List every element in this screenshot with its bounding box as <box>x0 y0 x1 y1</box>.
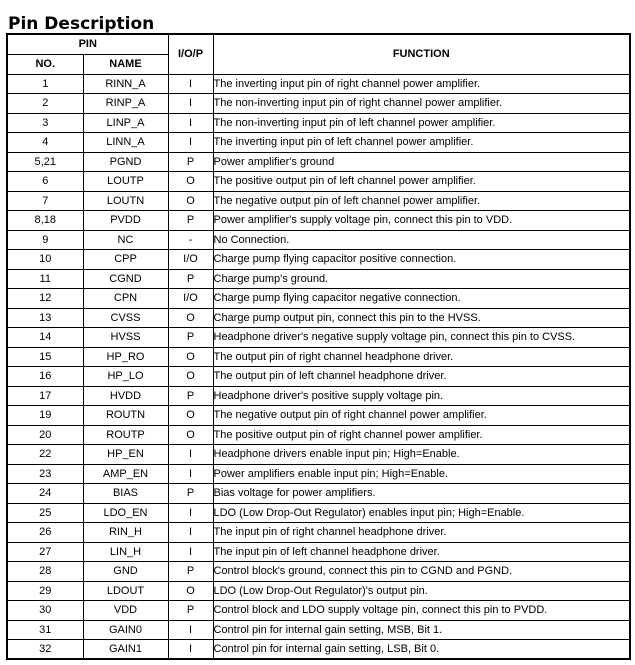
page-title: Pin Description <box>8 14 155 35</box>
table-row <box>7 133 630 153</box>
pin-iop-cell: O <box>168 172 213 192</box>
pin-iop-cell: P <box>168 152 213 172</box>
pin-name-cell: HP_RO <box>83 347 168 367</box>
header-row-1 <box>7 34 630 54</box>
table-row <box>7 250 630 270</box>
pin-iop-cell: I/O <box>168 250 213 270</box>
pin-function-cell: The positive output pin of left channel power amplifier. <box>213 172 630 192</box>
pin-name-cell: NC <box>83 230 168 250</box>
pin-function-cell: Bias voltage for power amplifiers. <box>213 484 630 504</box>
pin-function-cell: LDO (Low Drop-Out Regulator)'s output pin. <box>213 581 630 601</box>
pin-name-cell: HVDD <box>83 386 168 406</box>
pin-function-cell: Power amplifier's supply voltage pin, connect this pin to VDD. <box>213 211 630 231</box>
pin-number-cell: 8,18 <box>7 211 83 231</box>
pin-function-cell: Control pin for internal gain setting, LSB, Bit 0. <box>213 640 630 660</box>
pin-iop-cell: O <box>168 406 213 426</box>
pin-iop-cell: O <box>168 367 213 387</box>
header-pin-name: NAME <box>83 54 168 74</box>
pin-number-cell: 5,21 <box>7 152 83 172</box>
pin-name-cell: CVSS <box>83 308 168 328</box>
table-row <box>7 113 630 133</box>
pin-function-cell: Headphone drivers enable input pin; High=Enable. <box>213 445 630 465</box>
pin-number-cell: 24 <box>7 484 83 504</box>
pin-iop-cell: P <box>168 562 213 582</box>
pin-iop-cell: P <box>168 328 213 348</box>
pin-function-cell: The input pin of right channel headphone driver. <box>213 523 630 543</box>
pin-iop-cell: P <box>168 269 213 289</box>
pin-iop-cell: P <box>168 601 213 621</box>
header-pin-no: NO. <box>7 54 83 74</box>
pin-name-cell: BIAS <box>83 484 168 504</box>
table-row <box>7 289 630 309</box>
pin-iop-cell: I <box>168 503 213 523</box>
pin-iop-cell: - <box>168 230 213 250</box>
table-row <box>7 562 630 582</box>
pin-name-cell: LINP_A <box>83 113 168 133</box>
pin-function-cell: The negative output pin of right channel power amplifier. <box>213 406 630 426</box>
pin-number-cell: 6 <box>7 172 83 192</box>
pin-number-cell: 10 <box>7 250 83 270</box>
table-row <box>7 269 630 289</box>
pin-iop-cell: I <box>168 113 213 133</box>
pin-function-cell: LDO (Low Drop-Out Regulator) enables input pin; High=Enable. <box>213 503 630 523</box>
header-function: FUNCTION <box>213 34 630 74</box>
pin-number-cell: 20 <box>7 425 83 445</box>
header-iop: I/O/P <box>168 34 213 74</box>
pin-number-cell: 32 <box>7 640 83 660</box>
pin-iop-cell: I <box>168 542 213 562</box>
pin-number-cell: 25 <box>7 503 83 523</box>
pin-name-cell: HVSS <box>83 328 168 348</box>
pin-name-cell: CPN <box>83 289 168 309</box>
pin-name-cell: LIN_H <box>83 542 168 562</box>
pin-function-cell: Charge pump's ground. <box>213 269 630 289</box>
table-row <box>7 211 630 231</box>
pin-name-cell: PGND <box>83 152 168 172</box>
table-row <box>7 74 630 94</box>
pin-name-cell: LOUTN <box>83 191 168 211</box>
table-row <box>7 152 630 172</box>
pin-iop-cell: P <box>168 211 213 231</box>
pin-number-cell: 22 <box>7 445 83 465</box>
pin-number-cell: 1 <box>7 74 83 94</box>
pin-iop-cell: I <box>168 464 213 484</box>
pin-name-cell: ROUTN <box>83 406 168 426</box>
pin-function-cell: The inverting input pin of right channel power amplifier. <box>213 74 630 94</box>
pin-function-cell: Charge pump flying capacitor negative connection. <box>213 289 630 309</box>
pin-function-cell: The negative output pin of left channel power amplifier. <box>213 191 630 211</box>
pin-function-cell: The inverting input pin of left channel power amplifier. <box>213 133 630 153</box>
table-row <box>7 620 630 640</box>
table-row <box>7 328 630 348</box>
table-row <box>7 94 630 114</box>
pin-iop-cell: I <box>168 133 213 153</box>
pin-function-cell: No Connection. <box>213 230 630 250</box>
pin-name-cell: AMP_EN <box>83 464 168 484</box>
table-row <box>7 230 630 250</box>
pin-number-cell: 26 <box>7 523 83 543</box>
pin-number-cell: 9 <box>7 230 83 250</box>
table-row <box>7 308 630 328</box>
pin-name-cell: PVDD <box>83 211 168 231</box>
pin-number-cell: 11 <box>7 269 83 289</box>
pin-number-cell: 19 <box>7 406 83 426</box>
pin-number-cell: 14 <box>7 328 83 348</box>
pin-iop-cell: I <box>168 74 213 94</box>
pin-description-table <box>6 33 631 660</box>
pin-iop-cell: I <box>168 445 213 465</box>
pin-iop-cell: O <box>168 581 213 601</box>
pin-name-cell: CPP <box>83 250 168 270</box>
pin-iop-cell: P <box>168 386 213 406</box>
table-row <box>7 425 630 445</box>
pin-iop-cell: I <box>168 523 213 543</box>
pin-number-cell: 13 <box>7 308 83 328</box>
pin-name-cell: ROUTP <box>83 425 168 445</box>
pin-name-cell: LDO_EN <box>83 503 168 523</box>
table-row <box>7 406 630 426</box>
pin-function-cell: Power amplifiers enable input pin; High=Enable. <box>213 464 630 484</box>
table-row <box>7 581 630 601</box>
pin-number-cell: 16 <box>7 367 83 387</box>
pin-name-cell: CGND <box>83 269 168 289</box>
pin-number-cell: 31 <box>7 620 83 640</box>
pin-name-cell: RIN_H <box>83 523 168 543</box>
pin-name-cell: VDD <box>83 601 168 621</box>
pin-number-cell: 17 <box>7 386 83 406</box>
pin-number-cell: 15 <box>7 347 83 367</box>
table-row <box>7 523 630 543</box>
pin-name-cell: GAIN1 <box>83 640 168 660</box>
pin-name-cell: RINN_A <box>83 74 168 94</box>
pin-function-cell: Charge pump flying capacitor positive connection. <box>213 250 630 270</box>
pin-function-cell: The non-inverting input pin of left channel power amplifier. <box>213 113 630 133</box>
table-row <box>7 640 630 660</box>
table-body <box>7 74 630 659</box>
pin-name-cell: HP_EN <box>83 445 168 465</box>
pin-number-cell: 7 <box>7 191 83 211</box>
pin-name-cell: GND <box>83 562 168 582</box>
table-row <box>7 191 630 211</box>
pin-function-cell: Control pin for internal gain setting, MSB, Bit 1. <box>213 620 630 640</box>
pin-function-cell: The output pin of right channel headphone driver. <box>213 347 630 367</box>
pin-name-cell: RINP_A <box>83 94 168 114</box>
pin-number-cell: 29 <box>7 581 83 601</box>
pin-name-cell: LOUTP <box>83 172 168 192</box>
table-row <box>7 367 630 387</box>
table-row <box>7 601 630 621</box>
pin-number-cell: 28 <box>7 562 83 582</box>
header-pin-group: PIN <box>7 34 168 54</box>
table-row <box>7 347 630 367</box>
table-row <box>7 484 630 504</box>
pin-number-cell: 23 <box>7 464 83 484</box>
pin-function-cell: Headphone driver's negative supply voltage pin, connect this pin to CVSS. <box>213 328 630 348</box>
pin-name-cell: HP_LO <box>83 367 168 387</box>
table-row <box>7 503 630 523</box>
pin-name-cell: LDOUT <box>83 581 168 601</box>
table-row <box>7 445 630 465</box>
pin-number-cell: 27 <box>7 542 83 562</box>
pin-iop-cell: I/O <box>168 289 213 309</box>
pin-function-cell: Control block's ground, connect this pin to CGND and PGND. <box>213 562 630 582</box>
pin-name-cell: GAIN0 <box>83 620 168 640</box>
pin-function-cell: Power amplifier's ground <box>213 152 630 172</box>
pin-iop-cell: O <box>168 425 213 445</box>
pin-iop-cell: O <box>168 347 213 367</box>
pin-iop-cell: I <box>168 620 213 640</box>
pin-function-cell: Charge pump output pin, connect this pin to the HVSS. <box>213 308 630 328</box>
table-row <box>7 542 630 562</box>
pin-iop-cell: P <box>168 484 213 504</box>
pin-function-cell: Control block and LDO supply voltage pin, connect this pin to PVDD. <box>213 601 630 621</box>
pin-function-cell: The positive output pin of right channel power amplifier. <box>213 425 630 445</box>
pin-number-cell: 4 <box>7 133 83 153</box>
pin-function-cell: Headphone driver's positive supply voltage pin. <box>213 386 630 406</box>
table-row <box>7 464 630 484</box>
pin-iop-cell: I <box>168 640 213 660</box>
pin-iop-cell: O <box>168 308 213 328</box>
pin-function-cell: The input pin of left channel headphone driver. <box>213 542 630 562</box>
pin-name-cell: LINN_A <box>83 133 168 153</box>
pin-iop-cell: I <box>168 94 213 114</box>
table-row <box>7 386 630 406</box>
pin-number-cell: 2 <box>7 94 83 114</box>
table-header <box>7 34 630 74</box>
pin-function-cell: The output pin of left channel headphone driver. <box>213 367 630 387</box>
pin-number-cell: 12 <box>7 289 83 309</box>
table-row <box>7 172 630 192</box>
pin-number-cell: 3 <box>7 113 83 133</box>
pin-iop-cell: O <box>168 191 213 211</box>
pin-function-cell: The non-inverting input pin of right channel power amplifier. <box>213 94 630 114</box>
pin-number-cell: 30 <box>7 601 83 621</box>
